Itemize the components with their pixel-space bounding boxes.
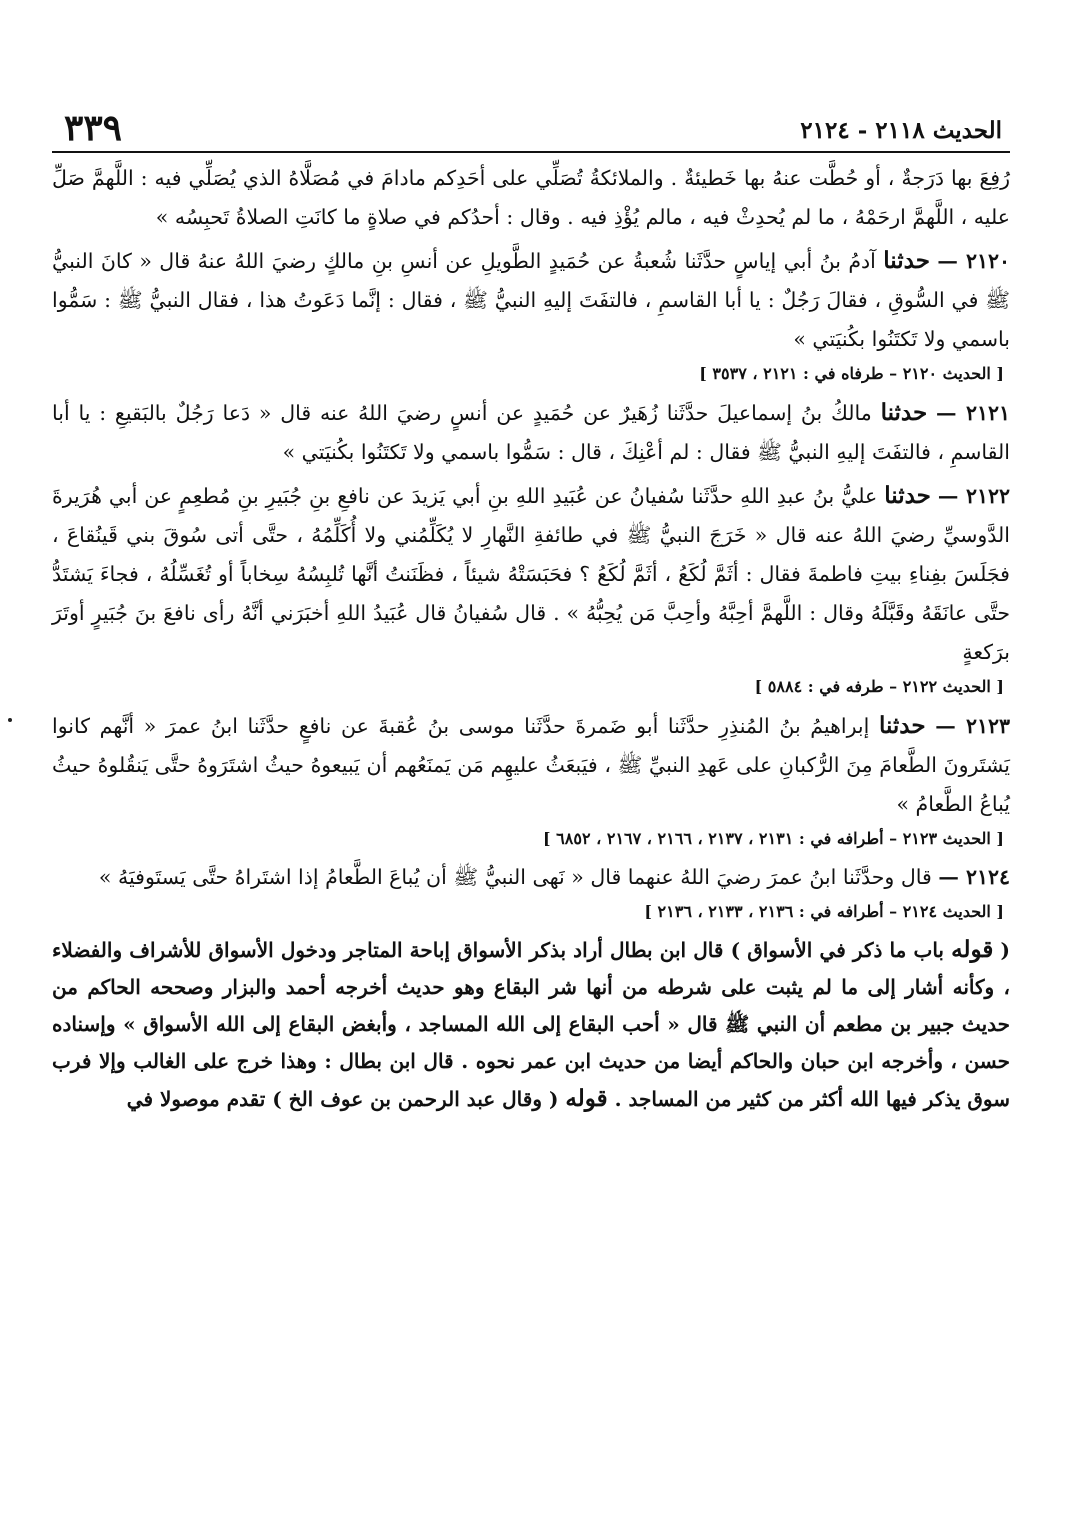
hadith-body: إبراهيمُ بنُ المُنذِرِ حدَّثَنا أبو ضَمرةَ حدَّثَنا موسى بنُ عُقبةَ عن نافعٍ حدَّثَنا ابنُ عمرَ « أنَّهم كانوا يَشتَرونَ الطَّعامَ مِنَ الرُّكبانِ على عَهدِ النبيِّ ﷺ ، فيَبعَثُ عليهِم مَن يَمنَعُهم أن يَبيعوهُ حيثُ اشتَرَوهُ حتَّى يَنقُلوهُ حيثُ يُباعُ الطَّعامُ »	[52, 714, 1010, 816]
hadith-number: ٢١٢٣ —	[935, 714, 1010, 738]
hadith-2122	[52, 476, 1010, 702]
commentary-text-2: ( وقال عبد الرحمن بن عوف الخ ) تقدم موصولا في	[126, 1087, 559, 1111]
hadith-number: ٢١٢٠ —	[937, 249, 1010, 273]
hadith-reference: [ الحديث ٢١٢٣ – أطرافه في : ٢١٣١ ، ٢١٣٧ ، ٢١٦٦ ، ٢١٦٧ ، ٦٨٥٢ ]	[543, 829, 1004, 848]
hadith-reference: [ الحديث ٢١٢٠ – طرفاه في : ٢١٢١ ، ٣٥٣٧ ]	[699, 364, 1004, 383]
hadith-2120	[52, 241, 1010, 389]
commentary-keyword-2: قوله	[565, 1085, 608, 1112]
hadith-text	[52, 858, 1010, 897]
commentary-paragraph: ( قوله باب ما ذكر في الأسواق ) قال ابن بطال أراد بذكر الأسواق إباحة المتاجر ودخول الأسواق للأشراف والفضلاء ، وكأنه أشار إلى ما لم يثبت على شرطه من أنها شر البقاع وهو حديث أخرجه أحمد والبزار وصححه الحاكم من حديث جبير بن مطعم أن النبي ﷺ قال « أحب البقاع إلى الله المساجد ، وأبغض البقاع إلى الله الأسواق » وإسناده حسن ، وأخرجه ابن حبان والحاكم أيضا من حديث ابن عمر نحوه . قال ابن بطال : وهذا خرج على الغالب وإلا فرب سوق يذكر فيها الله أكثر من كثير من المساجد . قوله ( وقال عبد الرحمن بن عوف الخ ) تقدم موصولا في	[52, 936, 1010, 1112]
hadith-body: مالكُ بنُ إسماعيلَ حدَّثَنا زُهَيرٌ عن حُمَيدٍ عن أنسٍ رضيَ اللهُ عنه قال « دَعا رَجُلٌ بالبَقيعِ : يا أبا القاسمِ ، فالتفَتَ إليهِ النبيُّ ﷺ فقال : لم أعْنِكَ ، قال : سَمُّوا باسمي ولا تَكتَنُوا بكُنيَتي »	[52, 401, 1010, 464]
hadith-body: عليُّ بنُ عبدِ اللهِ حدَّثَنا سُفيانُ عن عُبَيدِ اللهِ بنِ أبي يَزيدَ عن نافعِ بنِ جُبَيرِ بنِ مُطعِمٍ عن أبي هُرَيرةَ الدَّوسيِّ رضيَ اللهُ عنه قال « خَرَجَ النبيُّ ﷺ في طائفةِ النَّهارِ لا يُكَلِّمُني ولا أُكَلِّمُهُ ، حتَّى أتى سُوقَ بني قَينُقاعَ ، فجَلَسَ بفِناءِ بيتِ فاطمةَ فقال : أثَمَّ لُكَعُ ، أثَمَّ لُكَعُ ؟ فحَبَسَتْهُ شيئاً ، فظَنَنتُ أنَّها تُلبِسُهُ سِخاباً أو تُغَسِّلُهُ ، فجاءَ يَشتَدُّ حتَّى عانَقَهُ وقَبَّلَهُ وقال : اللَّهمَّ أحِبَّهُ وأحِبَّ مَن يُحِبُّهُ » . قال سُفيانُ قال عُبَيدُ اللهِ أخبَرَني أنَّهُ رأى نافعَ بنَ جُبَيرٍ أوتَرَ برَكعةٍ	[52, 484, 1010, 664]
continuation-paragraph: رُفِعَ بها دَرَجةٌ ، أو حُطَّت عنهُ بها خَطيئةٌ . والملائكةُ تُصَلِّي على أحَدِكم مادامَ في مُصَلَّاهُ الذي يُصَلِّي فيه : اللَّهمَّ صَلِّ عليه ، اللَّهمَّ ارحَمْهُ ، ما لم يُحدِثْ فيه ، مالم يُؤْذِ فيه . وقال : أحدُكم في صلاةٍ ما كانَتِ الصلاةُ تَحبِسُه »	[52, 166, 1010, 229]
hadith-reference: [ الحديث ٢١٢٤ – أطرافه في : ٢١٣٦ ، ٢١٣٣ ، ٢١٣٦ ]	[644, 902, 1004, 921]
hadith-reference: [ الحديث ٢١٢٢ – طرفه في : ٥٨٨٤ ]	[754, 677, 1004, 696]
commentary-keyword: قوله	[951, 936, 994, 963]
header-title: الحديث ٢١١٨ - ٢١٢٤	[800, 117, 1002, 144]
hadith-number: ٢١٢٤ —	[938, 865, 1010, 889]
hadith-keyword: حدثنا	[880, 399, 928, 426]
hadith-text	[52, 476, 1010, 672]
hadith-number: ٢١٢١ —	[936, 401, 1010, 425]
hadith-number: ٢١٢٢ —	[937, 484, 1010, 508]
hadith-2123	[52, 706, 1010, 854]
hadith-body: قال وحدَّثَنا ابنُ عمرَ رضيَ اللهُ عنهما قال « نَهى النبيُّ ﷺ أن يُباعَ الطَّعامُ إذا اشتَراهُ حتَّى يَستَوفيَهُ »	[98, 865, 932, 889]
page-number: ٣٣٩	[64, 107, 123, 149]
running-header	[52, 105, 1010, 153]
hadith-keyword: حدثنا	[883, 247, 930, 274]
hadith-keyword: حدثنا	[884, 482, 931, 509]
hadith-2121	[52, 393, 1010, 472]
book-page	[52, 105, 1010, 1118]
hadith-text	[52, 241, 1010, 359]
hadith-body: آدمُ بنُ أبي إياسٍ حدَّثَنا شُعبةُ عن حُمَيدٍ الطَّويلِ عن أنسِ بنِ مالكٍ رضيَ اللهُ عنهُ قال « كانَ النبيُّ ﷺ في السُّوقِ ، فقالَ رَجُلٌ : يا أبا القاسمِ ، فالتفَتَ إليهِ النبيُّ ﷺ ، فقال : إنَّما دَعَوتُ هذا ، فقال النبيُّ ﷺ : سَمُّوا باسمي ولا تَكتَنُوا بكُنيَتي »	[52, 249, 1010, 351]
hadith-keyword: حدثنا	[878, 712, 926, 739]
hadith-text	[52, 706, 1010, 824]
margin-mark	[8, 718, 12, 722]
hadith-text	[52, 393, 1010, 472]
commentary-text: باب ما ذكر في الأسواق ) قال ابن بطال أراد بذكر الأسواق إباحة المتاجر ودخول الأسواق للأشراف والفضلاء ، وكأنه أشار إلى ما لم يثبت على شرطه من أنها شر البقاع وهو حديث أخرجه أحمد والبزار وصححه الحاكم من حديث جبير بن مطعم أن النبي ﷺ قال « أحب البقاع إلى الله المساجد ، وأبغض البقاع إلى الله الأسواق » وإسناده حسن ، وأخرجه ابن حبان والحاكم أيضا من حديث ابن عمر نحوه . قال ابن بطال : وهذا خرج على الغالب وإلا فرب سوق يذكر فيها الله أكثر من كثير من المساجد .	[52, 938, 1010, 1111]
hadith-2124	[52, 858, 1010, 927]
